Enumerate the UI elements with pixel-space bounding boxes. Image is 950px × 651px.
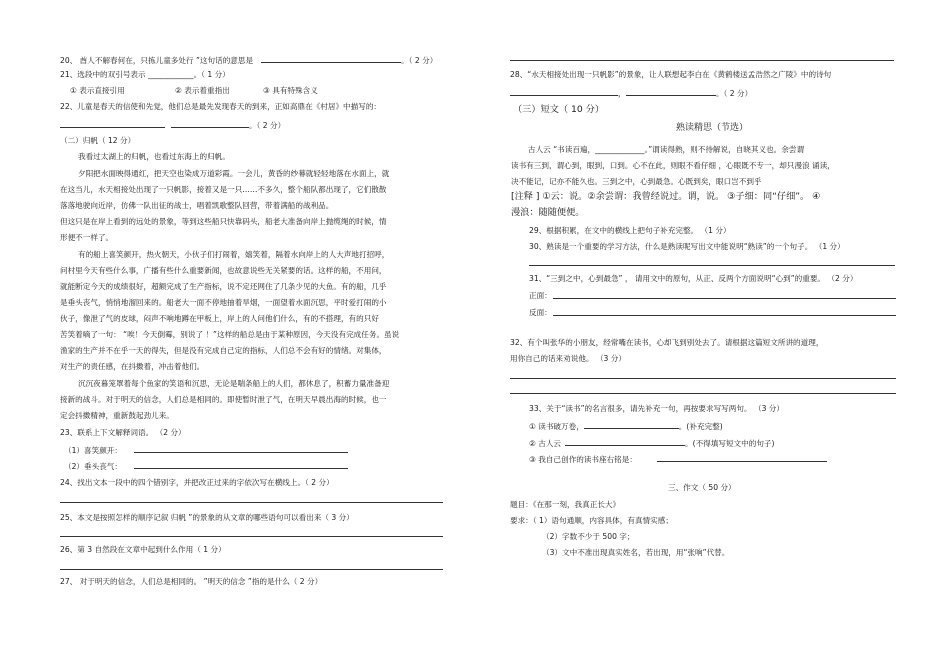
- answer-blank[interactable]: [510, 87, 618, 96]
- answer-blank[interactable]: [134, 444, 348, 453]
- question-32: 32、有个叫张华的小朋友，经常嘴在读书，心却飞到别处去了。请根据这篇短文所讲的道理，: [510, 338, 824, 347]
- question-29: 29、根据积累，在文中的横线上把句子补充完整。 （1 分）: [529, 226, 731, 235]
- answer-line[interactable]: [553, 298, 896, 299]
- q31-negative: 反面：: [529, 308, 552, 317]
- answer-line[interactable]: [553, 315, 896, 316]
- q33-item-3: ③ 我自己创作的读书座右铭是：: [529, 453, 827, 465]
- q22-answer-line: 。（ 2 分）: [60, 119, 285, 131]
- answer-line[interactable]: [510, 60, 894, 61]
- passage-line: 对生产的责任感，在抖擞着，冲击着他们。: [60, 362, 205, 371]
- passage-line: 沉沉夜暮笼罩着每个鱼家的笑语和沉思，无论是喘条船上的人们，都休息了，积蓄力量准备迎: [78, 379, 390, 388]
- composition-requirement: （2）字数不少于 500 字；: [542, 532, 635, 541]
- answer-line[interactable]: [60, 536, 443, 537]
- q33-item-2: ② 古人云 。(不得填写短文中的句子): [529, 439, 775, 448]
- answer-blank[interactable]: [60, 119, 165, 128]
- question-30: 30、熟读是一个重要的学习方法，什么是熟读呢写出文中能说明“熟读”的一个句子。 （1 分）: [529, 242, 845, 251]
- q31-positive: 正面：: [529, 291, 552, 300]
- question-26: 26、第 3 自然段在文章中起到什么作用（ 1 分）: [60, 545, 226, 554]
- answer-line[interactable]: [60, 569, 443, 570]
- passage-line: 伙子，像泄了气的皮球，闷声不响地蹲在甲板上，岸上的人问他们什么，有的不搭理，有的只好: [60, 314, 379, 323]
- composition-topic: 题目：《在那一刻，我真正长大》: [510, 500, 621, 509]
- answer-blank[interactable]: [134, 460, 348, 469]
- composition-requirement: 要求：（ 1）语句通顺，内容具体，有真情实感；: [510, 516, 673, 525]
- passage-line: 但这只是在岸上看到的远处的景象，等到这些船只快靠码头，船老大准备向岸上抛缆绳的时候，情: [60, 217, 387, 226]
- passage-line: 古人云 “书读百遍，_____________。”谓读得熟，则不待解说，自晓其义也。余尝谓: [528, 145, 805, 154]
- passage-line: 问村里今天有些什么事，广播有些什么重要新闻，也故意说些无关紧要的话。这样的船，不用问，: [60, 266, 387, 275]
- passage-line: 接新的战斗。对于明天的信念，人们总是相同的。即使暂时泄了气，在明天早晨出海的时候，也一: [60, 395, 387, 404]
- annotation-note: [注释 ] ①云：说。②余尝谓：我曾经说过。谓，说。 ③子细：同“仔细”。 ④: [511, 191, 821, 202]
- answer-blank[interactable]: [261, 54, 401, 63]
- annotation-note: 漫浪：随随便便。: [511, 207, 585, 218]
- section-3-heading: （三）短文（ 10 分）: [513, 104, 605, 115]
- passage-line: 夕阳把水面映得通红，把天空也染成万道彩霞。一会儿，黄昏的纱幕就轻轻地落在水面上，就: [78, 169, 390, 178]
- question-28: 28、“水天相接处出现一只帆影”的景象，让人联想起李白在《黄鹤楼送孟浩然之广陵》中的诗句: [510, 70, 832, 79]
- passage-line: 渔家的生产并不在乎一天的得失，但是没有完成自己定的指标，人们总不会有好的情绪。对集体，: [60, 346, 387, 355]
- passage-line: 定会抖擞精神，重新鼓起劲儿来。: [60, 411, 174, 420]
- passage-line: 形便不一样了。: [60, 233, 114, 242]
- passage-line: 苦笑着嘀了一句： “唉！今天倒霉，别说了 ！”这样的船总是由于某种原因，今天没有完成任务。虽说: [60, 330, 400, 339]
- question-27: 27、 对于明天的信念，人们总是相同的。 ”明天的信念 ”指的是什么（ 2 分）: [60, 577, 323, 586]
- answer-blank[interactable]: [584, 420, 679, 429]
- composition-requirement: （3）文中不准出现真实姓名，若出现，用“张响”代替。: [542, 548, 730, 557]
- q23-item-1: （1）喜笑颜开：: [64, 444, 348, 456]
- question-21: 21、选段中的双引号表示 ____________。（ 1 分）: [60, 70, 230, 79]
- passage-paragraph: 我看过太湖上的归帆，也看过东海上的归帆。: [78, 152, 230, 161]
- passage-line: 是垂头丧气，悄悄地溜回来的。船老大一面不停地抽着旱烟，一面望着水面沉思，平时爱打闹的小: [60, 298, 387, 307]
- answer-line[interactable]: [60, 502, 443, 503]
- question-25: 25、本文是按照怎样的顺序记叙 归帆 ”的景象的从文章的哪些语句可以看出来（ 3 分）: [60, 513, 354, 522]
- answer-line[interactable]: [529, 265, 895, 266]
- passage-line: 在这当儿，水天相接处出现了一只帆影，接着又是一只……不多久，整个船队都出现了，它们散散: [60, 185, 387, 194]
- question-20: 20、 酋人不解春何在，只拣儿童多处行 ”这句话的意思是 。（ 2 分）: [60, 56, 438, 65]
- question-22: 22、儿童是春天的信使和先觉，他们总是最先发现春天的到来，正如高鼎在《村居》中描写的：: [60, 102, 382, 111]
- answer-blank[interactable]: [657, 453, 827, 462]
- q21-option-2: ② 表示着重指出: [175, 86, 230, 95]
- question-31: 31、“三到之中，心到最急” ， 请用文中的原句，从正、反两个方面说明“心到”的重要。 （2 分）: [529, 274, 858, 283]
- answer-blank[interactable]: [171, 119, 249, 128]
- answer-blank[interactable]: [565, 437, 685, 446]
- passage-line: 就能断定今天的成绩很好，超额完成了生产指标，说不定还网住了几条少见的大鱼。有的船，几乎: [60, 282, 387, 291]
- passage-title: 熟读精思（节选）: [676, 123, 749, 133]
- passage-line: 读书有三到，谓心到，眼到，口到。心不在此，则眼不看仔细 ，心眼既不专一，却只漫浪 诵读，: [511, 161, 835, 170]
- passage-line: 有的船上喜笑颜开，热火朝天，小伙子们打闹着，嬉笑着，隔着水向岸上的人大声地打招呼，: [78, 250, 390, 259]
- section-2-heading: （二）归帆（ 12 分）: [60, 136, 136, 145]
- q33-item-1: ① 读书破万卷， 。(补充完整): [529, 422, 723, 431]
- question-33: 33、关于“读书”的名言很多，请先补充一句，再按要求写写两句。 （3 分）: [529, 404, 784, 413]
- answer-line[interactable]: [510, 378, 896, 379]
- answer-blank[interactable]: [626, 87, 716, 96]
- passage-line: 决不能记，记亦不能久也。三到之中，心到最急。心既到矣，眼口岂不到乎: [511, 177, 762, 186]
- question-24: 24、找出文本一段中的四个错别字，并把改正过来的字依次写在横线上。（ 2 分）: [60, 478, 334, 487]
- q28-answer-line: ， 。（ 2 分）: [510, 87, 752, 99]
- passage-line: 落落地驶向近岸，仿佛一队出征的战士，唱着凯歌整队回营，带着满船的战利品。: [60, 201, 334, 210]
- answer-line[interactable]: [510, 393, 896, 394]
- composition-heading: 三、作文（ 50 分）: [668, 483, 736, 492]
- q23-item-2: （2）垂头丧气：: [64, 460, 348, 472]
- question-32-cont: 用你自己的话来劝说他。 （3 分）: [510, 354, 626, 363]
- q21-option-3: ③ 具有特殊含义: [263, 86, 318, 95]
- q21-option-1: ① 表示直接引用: [70, 86, 125, 95]
- question-23: 23、联系上下文解释词语。 （2 分）: [60, 428, 186, 437]
